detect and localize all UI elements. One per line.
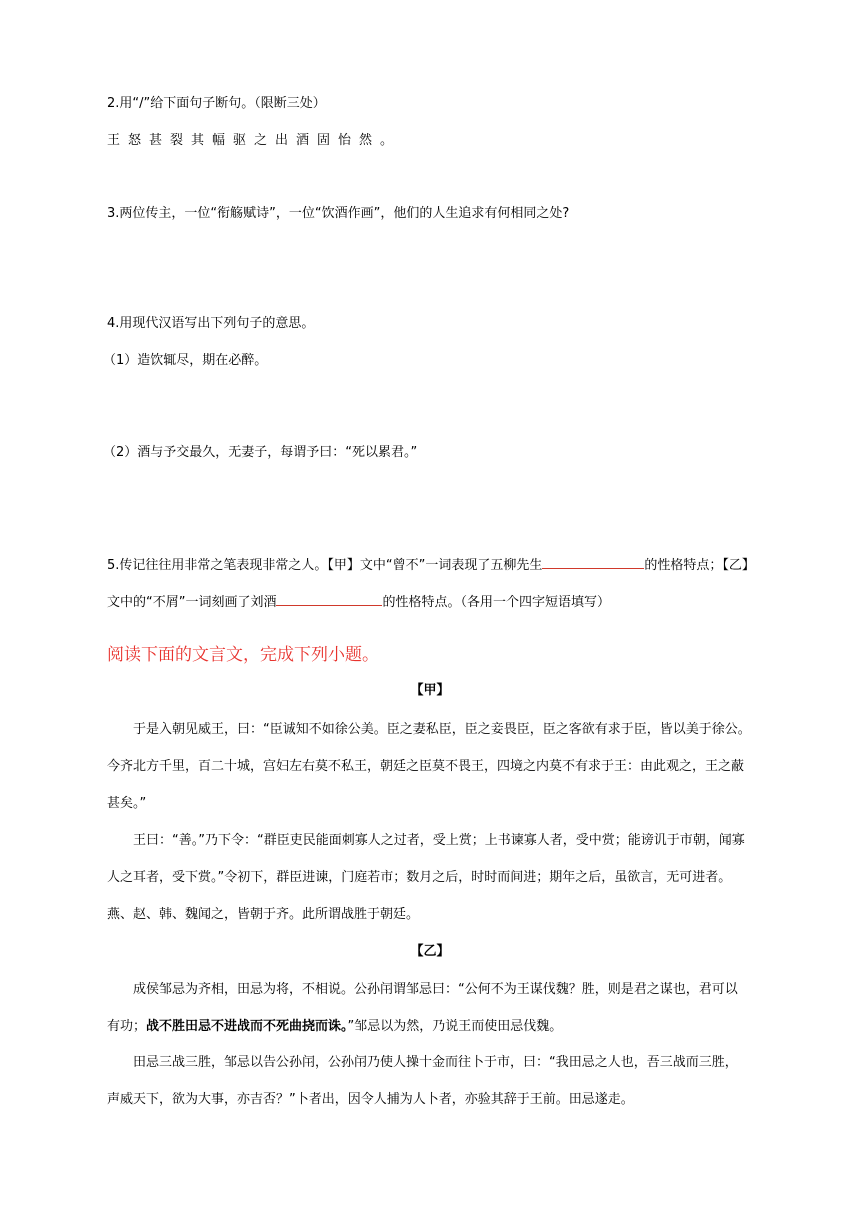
question-5-line-2-text-b: 的性格特点。（各用一个四字短语填写）: [382, 595, 610, 610]
jia-p2-line-1: 王曰：“善。”乃下令：“群臣吏民能面刺寡人之过者，受上赏；上书谏寡人者，受中赏；能谤讥于市朝，闻寡: [133, 833, 745, 848]
section-heading: 阅读下面的文言文，完成下列小题。: [107, 645, 379, 665]
question-2-title: 2.用“/”给下面句子断句。（限断三处）: [107, 96, 326, 111]
question-3-title: 3.两位传主，一位“衔觞赋诗”，一位“饮酒作画”，他们的人生追求有何相同之处?: [107, 206, 570, 221]
jia-p1-line-1: 于是入朝见威王，曰：“臣诚知不如徐公美。臣之妻私臣，臣之妾畏臣，臣之客欲有求于臣，皆以美于徐公。: [133, 722, 751, 737]
passage-yi-label: 【乙】: [410, 944, 450, 959]
question-5-line-2: [107, 591, 610, 613]
question-5-line-2-text-a: 文中的“不屑”一词刻画了刘酒: [107, 595, 277, 610]
answer-blank-2[interactable]: [276, 591, 382, 606]
yi-p2-line-1: 田忌三战三胜，邹忌以告公孙闬，公孙闬乃使人操十金而往卜于市，曰：“我田忌之人也，吾三战而三胜，: [133, 1055, 738, 1070]
jia-p2-line-2: 人之耳者，受下赏。”令初下，群臣进谏，门庭若市；数月之后，时时而间进；期年之后，虽欲言，无可进者。: [107, 870, 732, 885]
yi-p1-line-1: 成侯邹忌为齐相，田忌为将，不相说。公孙闬谓邹忌曰：“公何不为王谋伐魏？胜，则是君之谋也，君可以: [133, 982, 738, 997]
answer-blank-1[interactable]: [542, 554, 644, 569]
yi-p1-line-2-text-a: 有功；: [107, 1019, 147, 1034]
question-5-line-1-text-a: 5.传记往往用非常之笔表现非常之人。【甲】文中“曾不”一词表现了五柳先生: [107, 558, 543, 573]
jia-p1-line-3: 甚矣。”: [107, 796, 147, 811]
yi-p2-line-2: 声威天下，欲为大事，亦吉否？”卜者出，因令人捕为人卜者，亦验其辞于王前。田忌遂走。: [107, 1092, 634, 1107]
jia-p2-line-3: 燕、赵、韩、魏闻之，皆朝于齐。此所谓战胜于朝廷。: [107, 907, 420, 922]
bold-sentence-to-punctuate: 战不胜田忌不进战而不死曲挠而诛。: [146, 1019, 348, 1034]
question-5-line-1: [107, 554, 755, 576]
question-4-title: 4.用现代汉语写出下列句子的意思。: [107, 316, 315, 331]
question-4-item-2: （2）酒与予交最久，无妻子，每谓予曰：“死以累君。”: [103, 445, 418, 460]
jia-p1-line-2: 今齐北方千里，百二十城，宫妇左右莫不私王，朝廷之臣莫不畏王，四境之内莫不有求于王：由此观之，王之蔽: [107, 759, 745, 774]
yi-p1-line-2: [107, 1017, 562, 1037]
question-2-sentence: 王怒甚裂其幅驱之出酒固怡然。: [107, 133, 402, 148]
yi-p1-line-2-text-b: ”邹忌以为然，乃说王而使田忌伐魏。: [347, 1019, 563, 1034]
question-5-line-1-text-b: 的性格特点；【乙】: [644, 558, 755, 573]
question-4-item-1: （1）造饮辄尽，期在必醉。: [103, 353, 268, 368]
passage-jia-label: 【甲】: [410, 683, 450, 698]
